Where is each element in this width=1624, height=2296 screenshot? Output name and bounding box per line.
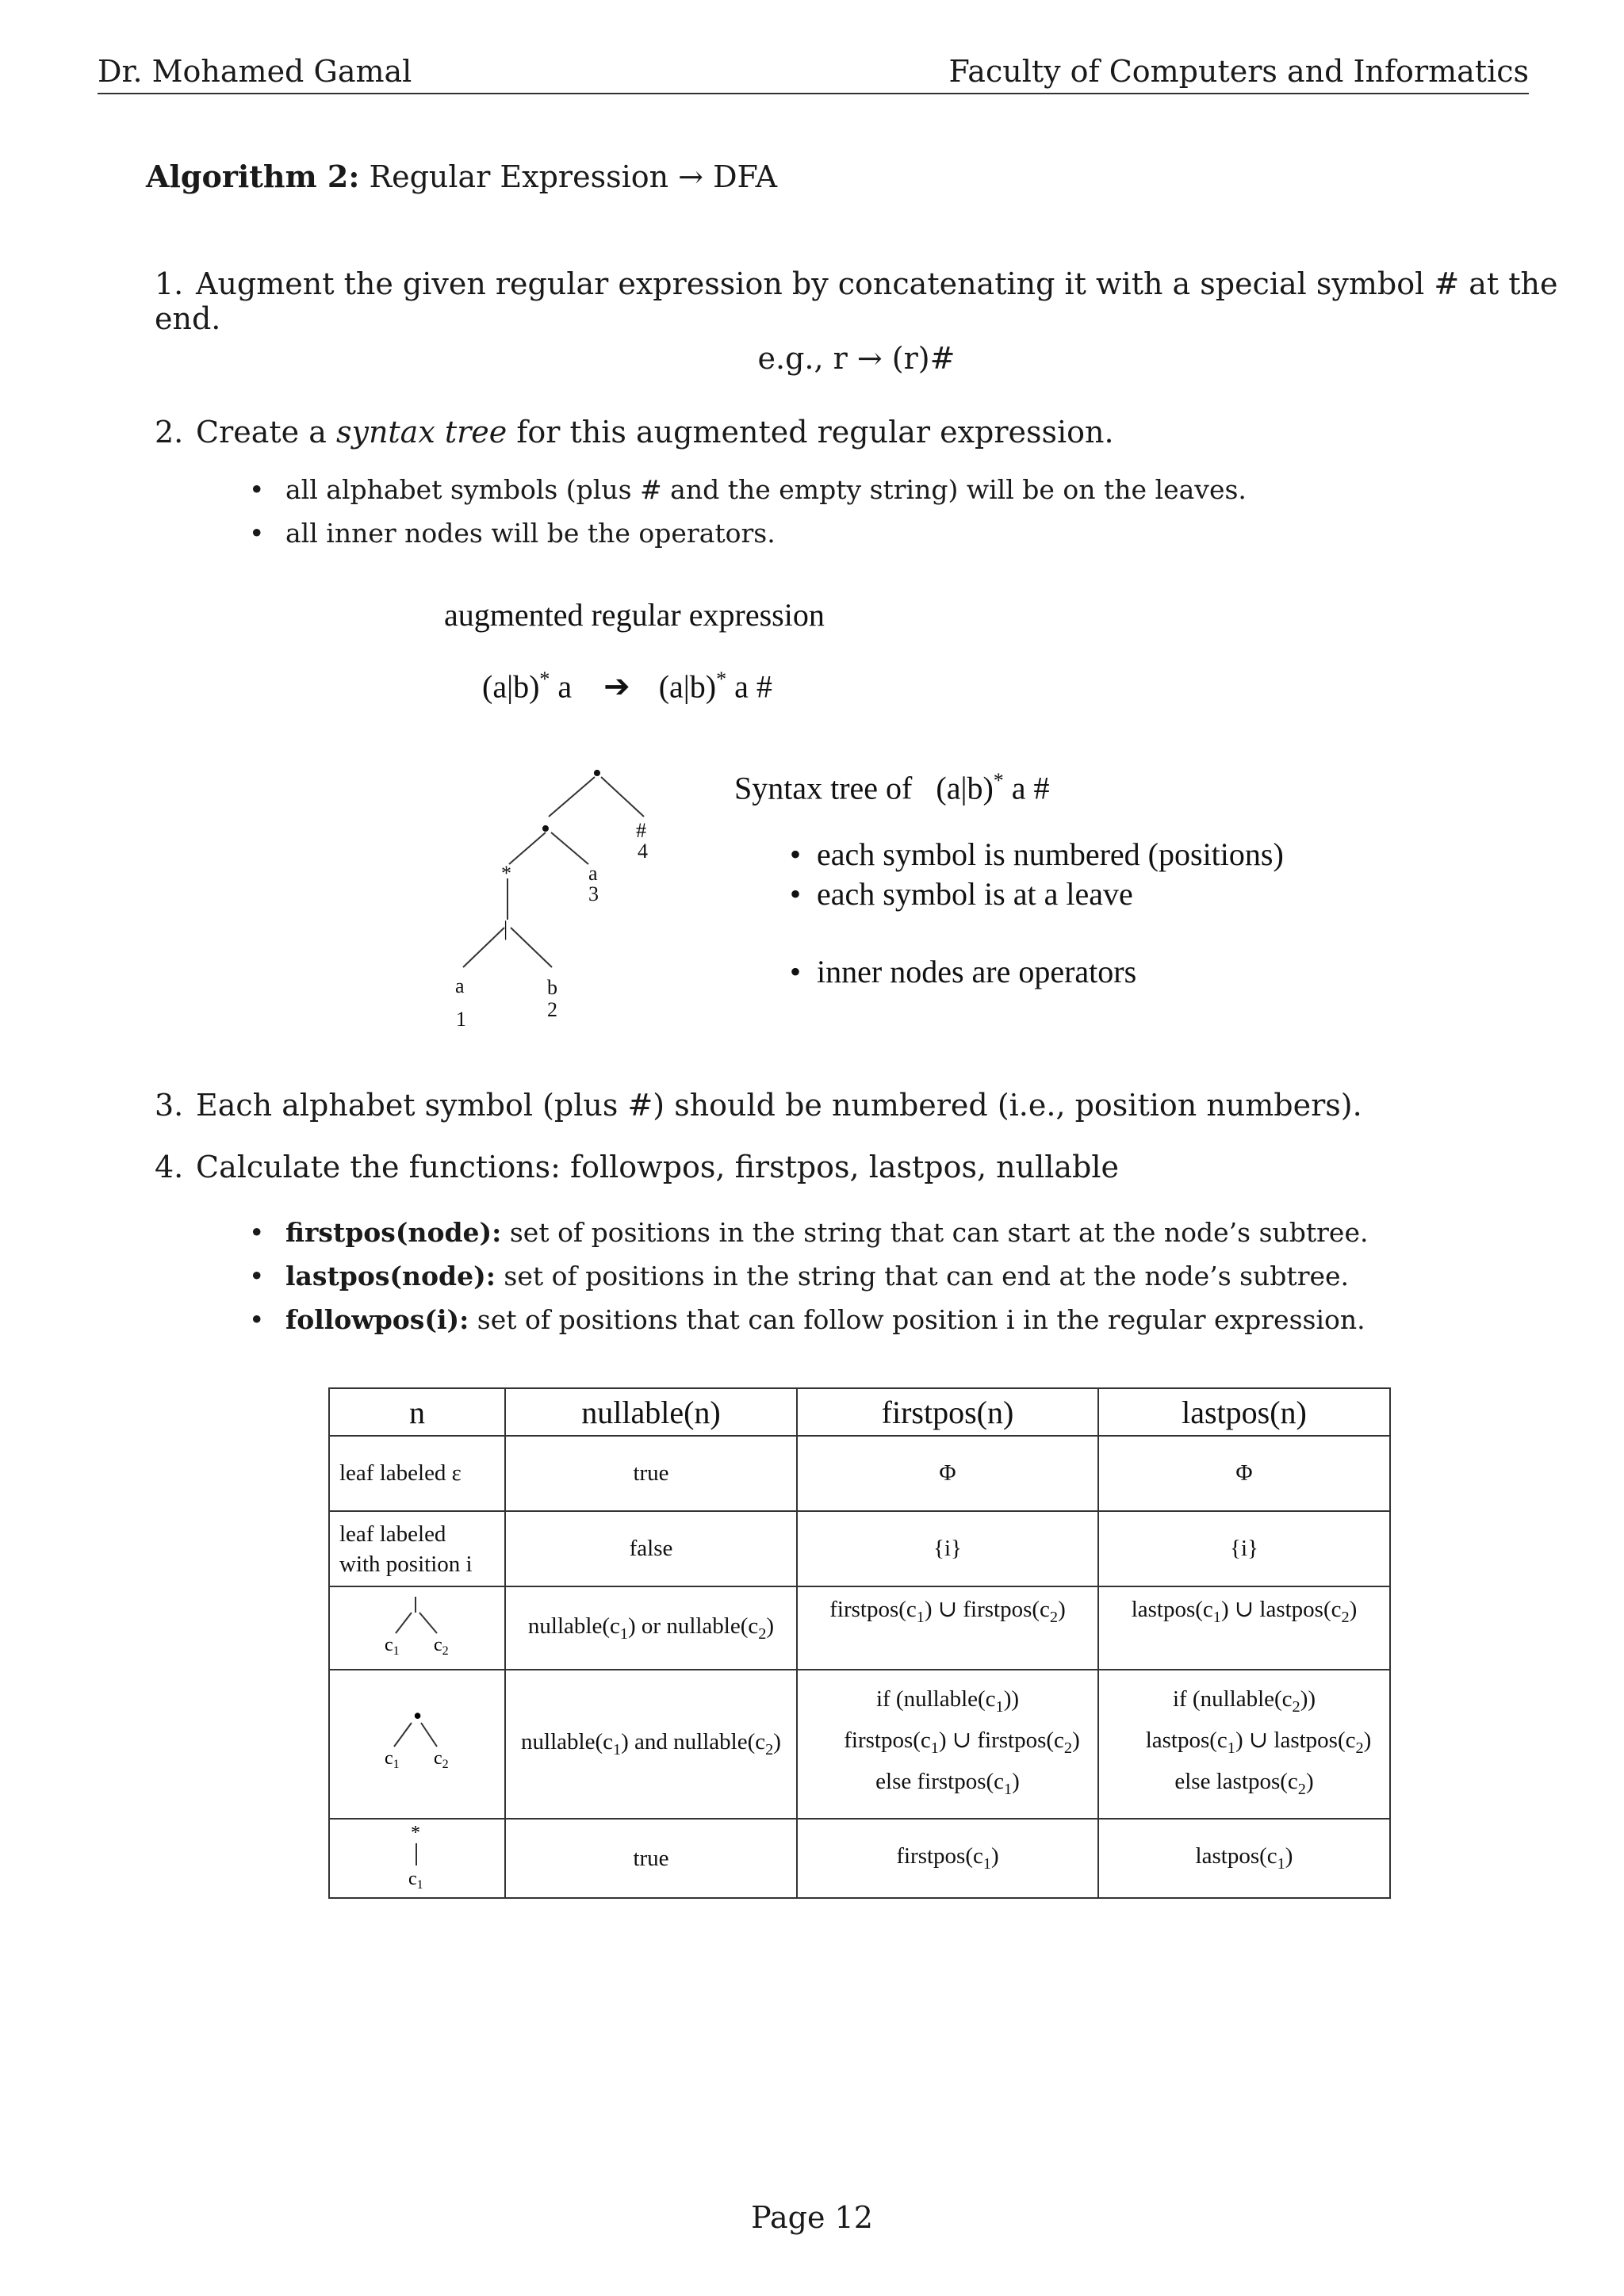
lastpos-term: lastpos(node): bbox=[285, 1261, 496, 1292]
child-c1: $c_1$ bbox=[408, 1869, 423, 1891]
cell-lastpos: $lastpos(c_1)$ bbox=[1098, 1819, 1390, 1898]
table-row bbox=[329, 1670, 1390, 1819]
child-c2: $c_2$ bbox=[434, 1748, 449, 1771]
step-2-text-emphasis: syntax tree bbox=[335, 415, 508, 450]
tree-title bbox=[734, 769, 1050, 806]
step-1-text: Augment the given regular expression by concatenating it with a special symbol # at the end. bbox=[155, 266, 1558, 336]
leaf-hash-position: 4 bbox=[638, 840, 648, 863]
step-4 bbox=[155, 1150, 1119, 1184]
bullet-icon: • bbox=[790, 876, 802, 912]
step-4-text: Calculate the functions: followpos, firstpos, lastpos, nullable bbox=[196, 1150, 1120, 1184]
firstpos-term: firstpos(node): bbox=[285, 1217, 502, 1248]
cell-n-line1: leaf labeled bbox=[339, 1521, 446, 1547]
cell-n bbox=[329, 1511, 505, 1586]
cell-nullable: true bbox=[505, 1436, 797, 1511]
edge-or-b2 bbox=[511, 928, 552, 967]
table-row bbox=[329, 1819, 1390, 1898]
cell-nullable: true bbox=[505, 1819, 797, 1898]
step-1 bbox=[155, 266, 1624, 336]
tree-note-2-text: each symbol is at a leave bbox=[817, 876, 1133, 912]
followpos-desc: set of positions that can follow position i in the regular expression. bbox=[469, 1304, 1365, 1335]
expr-left-star: * bbox=[539, 668, 550, 691]
child-c2: $c_2$ bbox=[434, 1634, 449, 1658]
tree-note-3-text: inner nodes are operators bbox=[817, 954, 1137, 989]
node-star: * bbox=[411, 1823, 420, 1843]
edge-cat1-hash bbox=[601, 777, 644, 817]
leaf-a1: a bbox=[455, 974, 465, 997]
expr-right-star: * bbox=[716, 668, 727, 691]
bullet-icon: • bbox=[249, 1261, 265, 1292]
concat-node-diagram bbox=[373, 1705, 461, 1777]
table-header-row bbox=[329, 1388, 1390, 1436]
tree-note-1-text: each symbol is numbered (positions) bbox=[817, 836, 1284, 872]
cell-n-concat-node bbox=[329, 1670, 505, 1819]
expr-left: (a|b) bbox=[482, 668, 540, 705]
cell-firstpos: $firstpos(c_1)$ ∪ $firstpos(c_2)$ bbox=[797, 1586, 1098, 1670]
tree-title-tail: a # bbox=[1003, 770, 1050, 806]
tree-bullet-1-text: all alphabet symbols (plus # and the empty string) will be on the leaves. bbox=[285, 474, 1247, 505]
header-faculty: Faculty of Computers and Informatics bbox=[948, 54, 1529, 89]
node-concat-root: • bbox=[592, 761, 602, 788]
step-2-text-post: for this augmented regular expression. bbox=[507, 415, 1114, 450]
node-star: * bbox=[501, 862, 511, 885]
expr-right-tail: a # bbox=[726, 668, 772, 705]
step-1-number: 1. bbox=[155, 266, 184, 301]
example-line: e.g., r → (r)# bbox=[757, 341, 956, 376]
expr-right: (a|b) bbox=[658, 668, 717, 705]
followpos-term: followpos(i): bbox=[285, 1304, 469, 1335]
firstpos-desc: set of positions in the string that can start at the node’s subtree. bbox=[501, 1217, 1369, 1248]
cell-firstpos: {i} bbox=[797, 1511, 1098, 1586]
figure-heading: augmented regular expression bbox=[444, 597, 825, 633]
syntax-tree-diagram bbox=[428, 761, 682, 1047]
cell-n-or-node bbox=[329, 1586, 505, 1670]
step-3-text: Each alphabet symbol (plus #) should be numbered (i.e., position numbers). bbox=[196, 1088, 1362, 1123]
leaf-a3-position: 3 bbox=[588, 882, 599, 905]
step-3-number: 3. bbox=[155, 1088, 184, 1123]
cell-lastpos: if $(nullable(c_2))$ $lastpos(c_1)$ ∪ $lastpos(c_2)$ else $lastpos(c_2)$ bbox=[1098, 1670, 1390, 1819]
cell-firstpos: Φ bbox=[797, 1436, 1098, 1511]
node-or: | bbox=[504, 917, 508, 940]
child-c1: $c_1$ bbox=[385, 1748, 400, 1771]
bullet-icon: • bbox=[249, 518, 265, 549]
bullet-icon: • bbox=[249, 474, 265, 505]
step-2 bbox=[155, 415, 1114, 450]
bullet-icon: • bbox=[790, 836, 802, 872]
header-rule bbox=[98, 93, 1529, 94]
col-header-lastpos: lastpos(n) bbox=[1098, 1388, 1390, 1436]
tree-bullet-2-text: all inner nodes will be the operators. bbox=[285, 518, 776, 549]
node-concat-dot: • bbox=[413, 1705, 423, 1730]
tree-title-star: * bbox=[993, 769, 1004, 792]
or-node-diagram bbox=[373, 1592, 461, 1659]
cell-lastpos: $lastpos(c_1)$ ∪ $lastpos(c_2)$ bbox=[1098, 1586, 1390, 1670]
expr-left-tail: a bbox=[550, 668, 573, 705]
bullet-icon: • bbox=[249, 1304, 265, 1335]
algorithm-title bbox=[146, 159, 777, 194]
page-number: Page 12 bbox=[751, 2200, 873, 2235]
step-2-text-pre: Create a bbox=[196, 415, 336, 450]
edge-or-a1 bbox=[463, 928, 504, 967]
algorithm-label: Algorithm 2: bbox=[146, 159, 360, 194]
cell-lastpos: {i} bbox=[1098, 1511, 1390, 1586]
edge-cat2-a3 bbox=[551, 832, 588, 864]
edge-cat1-cat2 bbox=[549, 777, 595, 817]
bullet-icon: • bbox=[790, 954, 802, 989]
leaf-hash: # bbox=[636, 819, 646, 842]
cell-n: leaf labeled ε bbox=[329, 1436, 505, 1511]
cell-lastpos: Φ bbox=[1098, 1436, 1390, 1511]
cell-nullable: $nullable(c_1)$ and $nullable(c_2)$ bbox=[505, 1670, 797, 1819]
table-row bbox=[329, 1436, 1390, 1511]
lastpos-desc: set of positions in the string that can end at the node’s subtree. bbox=[495, 1261, 1350, 1292]
functions-table bbox=[328, 1387, 1391, 1899]
cell-nullable: $nullable(c_1)$ or $nullable(c_2)$ bbox=[505, 1586, 797, 1670]
figure-expression bbox=[482, 668, 772, 705]
cell-nullable: false bbox=[505, 1511, 797, 1586]
tree-title-text: Syntax tree of (a|b) bbox=[734, 770, 994, 806]
algorithm-name: Regular Expression → DFA bbox=[369, 159, 778, 194]
cell-firstpos: $firstpos(c_1)$ bbox=[797, 1819, 1098, 1898]
cell-firstpos: if $(nullable(c_1))$ $firstpos(c_1)$ ∪ $firstpos(c_2)$ else $firstpos(c_1)$ bbox=[797, 1670, 1098, 1819]
leaf-b2-position: 2 bbox=[547, 998, 557, 1021]
col-header-n: n bbox=[329, 1388, 505, 1436]
col-header-firstpos: firstpos(n) bbox=[797, 1388, 1098, 1436]
node-concat: • bbox=[541, 814, 550, 844]
arrow-right-icon: ➔ bbox=[603, 668, 630, 705]
table-row bbox=[329, 1586, 1390, 1670]
cell-n-star-node bbox=[329, 1819, 505, 1898]
col-header-nullable: nullable(n) bbox=[505, 1388, 797, 1436]
leaf-b2: b bbox=[547, 976, 557, 999]
table-row bbox=[329, 1511, 1390, 1586]
step-2-number: 2. bbox=[155, 415, 184, 450]
leaf-a1-position: 1 bbox=[456, 1008, 466, 1031]
star-node-diagram bbox=[373, 1820, 461, 1891]
child-c1: $c_1$ bbox=[385, 1634, 400, 1658]
header-author: Dr. Mohamed Gamal bbox=[98, 54, 412, 89]
leaf-a3: a bbox=[588, 862, 598, 885]
step-4-number: 4. bbox=[155, 1150, 184, 1184]
step-3 bbox=[155, 1088, 1362, 1123]
bullet-icon: • bbox=[249, 1217, 265, 1248]
cell-n-line2: with position i bbox=[339, 1551, 473, 1577]
